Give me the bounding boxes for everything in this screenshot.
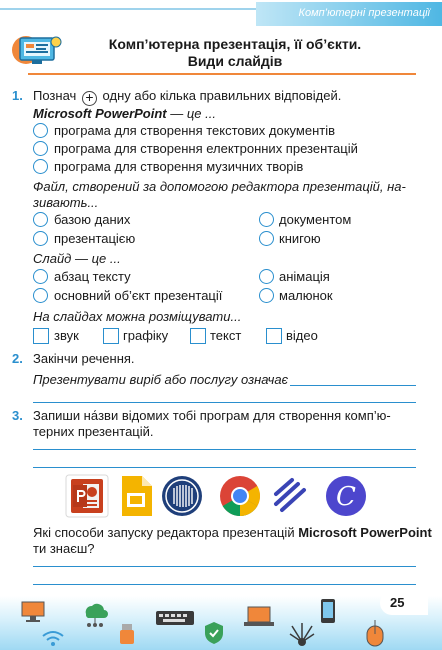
question-answer-line2[interactable] — [33, 584, 416, 585]
task1-number: 1. — [12, 88, 23, 103]
q2-option-left1-radio[interactable] — [33, 212, 48, 227]
q2-option-right1-radio[interactable] — [259, 212, 274, 227]
title-underline — [28, 73, 416, 75]
question-line1 — [33, 525, 432, 541]
q2-option-left2-radio[interactable] — [33, 231, 48, 246]
q1-option1-radio[interactable] — [33, 123, 48, 138]
smartphone-icon — [320, 598, 336, 624]
powerpoint-icon — [65, 474, 109, 518]
q4-option1-label: звук — [54, 328, 79, 343]
q4-option3-checkbox[interactable] — [190, 328, 206, 344]
task3-instruction-line1: Запиши на́зви відомих тобі програм для створення комп’ю- — [33, 408, 391, 423]
shield-icon — [203, 620, 225, 646]
q4-option1-checkbox[interactable] — [33, 328, 49, 344]
q2-option-right2-label: книгою — [279, 231, 321, 246]
zoho-show-icon — [268, 474, 312, 518]
google-slides-icon — [114, 474, 158, 518]
q1-prompt — [33, 106, 216, 122]
q1-option3-radio[interactable] — [33, 159, 48, 174]
wifi-icon — [40, 628, 66, 648]
question-line1-before: Які способи запуску редактора презентацій — [33, 525, 299, 540]
top-bar — [0, 0, 442, 28]
lesson-title — [70, 36, 400, 70]
task2-sentence: Презентувати виріб або послугу означає — [33, 372, 289, 387]
q2-option-right1-label: документом — [279, 212, 352, 227]
q1-option2-label: програма для створення електронних презентацій — [54, 141, 358, 156]
task2-number: 2. — [12, 351, 23, 366]
q4-option2-checkbox[interactable] — [103, 328, 119, 344]
question-line2: ти знаєш? — [33, 541, 95, 556]
q3-option-left2-label: основний об’єкт презентації — [54, 288, 223, 303]
task3-number: 3. — [12, 408, 23, 423]
lesson-title-line2: Види слайдів — [187, 53, 283, 69]
task3-instruction-line2: терних презентацій. — [33, 424, 154, 439]
q1-option1-label: програма для створення текстових документів — [54, 123, 336, 138]
task2-answer-line2[interactable] — [33, 402, 416, 403]
cloud-network-icon — [80, 598, 110, 628]
q4-option3-label: текст — [210, 328, 242, 343]
question-line1-bold: Microsoft PowerPoint — [298, 525, 432, 540]
section-tab — [256, 2, 442, 26]
canva-icon — [324, 474, 368, 518]
prezi-icon — [160, 474, 204, 518]
q2-option-left1-label: базою даних — [54, 212, 131, 227]
question-answer-line1[interactable] — [33, 566, 416, 567]
q1-option2-radio[interactable] — [33, 141, 48, 156]
keyboard-icon — [155, 608, 195, 628]
q4-option4-checkbox[interactable] — [266, 328, 282, 344]
laptop-icon — [243, 604, 275, 630]
q3-option-right2-radio[interactable] — [259, 288, 274, 303]
task3-answer-line1[interactable] — [33, 449, 416, 450]
task3-answer-line2[interactable] — [33, 467, 416, 468]
q4-option2-label: графіку — [123, 328, 169, 343]
usb-drive-icon — [116, 622, 138, 646]
task2-instruction: Закінчи речення. — [33, 351, 135, 366]
q1-prompt-rest: — це ... — [166, 106, 216, 121]
monitor-icon — [20, 600, 46, 624]
q3-option-right1-label: анімація — [279, 269, 330, 284]
lesson-title-line1: Комп’ютерна презентація, її об’єкти. — [108, 36, 362, 52]
q4-prompt: На слайдах можна розміщувати... — [33, 309, 242, 324]
q2-option-right2-radio[interactable] — [259, 231, 274, 246]
plus-circle-icon: + — [82, 91, 97, 106]
q3-option-right1-radio[interactable] — [259, 269, 274, 284]
task1-instruction-before: Познач — [33, 88, 77, 103]
section-title: Комп’ютерні презентації — [298, 7, 430, 19]
q2-prompt-line1: Файл, створений за допомогою редактора презентацій, на- — [33, 179, 406, 194]
q3-prompt: Слайд — це ... — [33, 251, 121, 266]
q4-option4-label: відео — [286, 328, 318, 343]
chrome-icon — [218, 474, 262, 518]
q3-option-right2-label: малюнок — [279, 288, 333, 303]
q3-option-left2-radio[interactable] — [33, 288, 48, 303]
q3-option-left1-label: абзац тексту — [54, 269, 131, 284]
computer-logo-icon — [12, 32, 64, 68]
q3-option-left1-radio[interactable] — [33, 269, 48, 284]
page-number: 25 — [390, 595, 405, 610]
q1-prompt-bold: Microsoft PowerPoint — [33, 106, 167, 121]
q2-prompt-line2: зивають... — [33, 195, 99, 210]
svg-text:C: C — [336, 482, 356, 512]
q2-option-left2-label: презентацією — [54, 231, 136, 246]
task1-instruction — [33, 88, 341, 106]
q1-option3-label: програма для створення музичних творів — [54, 159, 304, 174]
task1-instruction-after: одну або кілька правильних відповідей. — [102, 88, 342, 103]
page-number-tab — [380, 591, 428, 615]
task2-answer-line1[interactable] — [290, 385, 416, 386]
network-nodes-icon — [288, 620, 316, 648]
mouse-icon — [364, 618, 386, 648]
